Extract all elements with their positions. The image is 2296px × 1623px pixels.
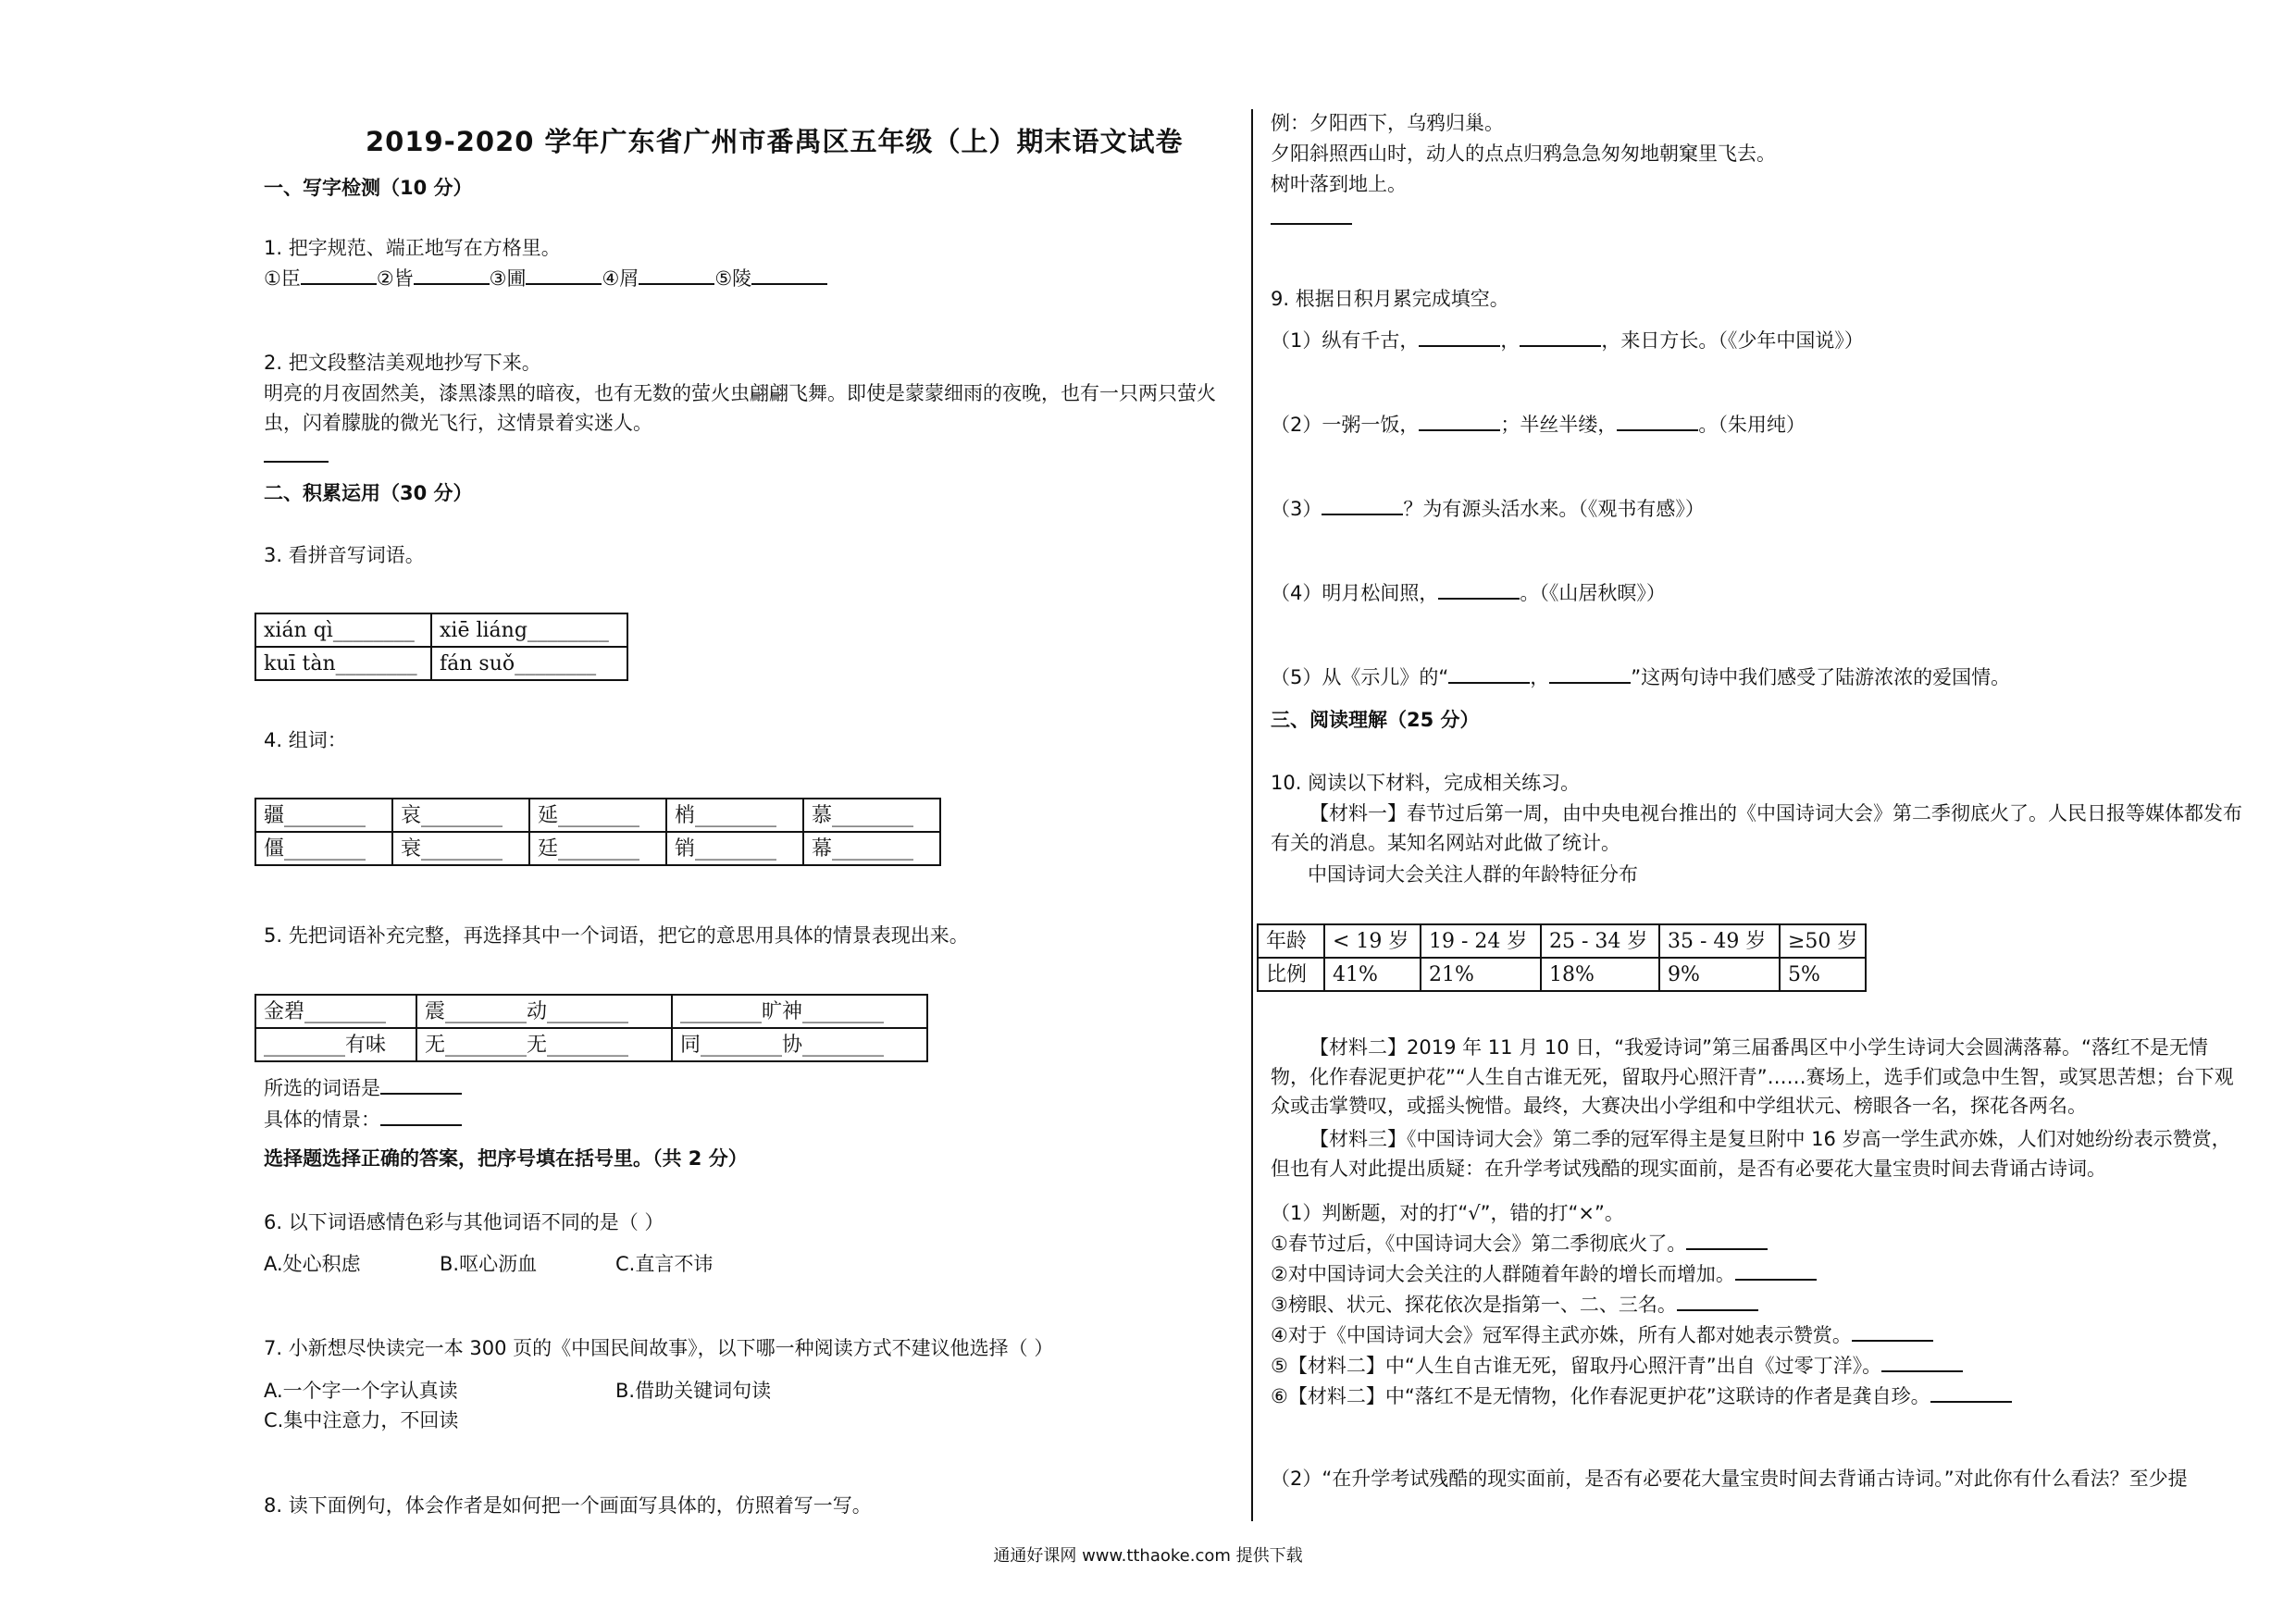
q6-option-a[interactable]: A.处心积虑 [264, 1253, 361, 1275]
q1-char-5: ⑤陵 [714, 267, 752, 290]
q9-blank[interactable] [1448, 665, 1530, 684]
q6-option-b[interactable]: B.呕心沥血 [440, 1253, 538, 1275]
q5-scene-label: 具体的情景： [264, 1109, 380, 1131]
q9-item-1: （1）纵有千古， ， ，来日方长。（《少年中国说》） [1271, 329, 1864, 352]
q5-cell[interactable]: 震________动________ [416, 995, 672, 1028]
q1-char-3: ③圃 [489, 267, 527, 290]
q9-blank[interactable] [1549, 665, 1631, 684]
material-3: 【材料三】《中国诗词大会》第二季的冠军得主是复旦附中 16 岁高一学生武亦姝，人们对她纷纷表示赞赏，但也有人对此提出质疑：在升学考试残酷的现实面前，是否有必要花大量宝贵时间去背诵古诗词。 [1271, 1128, 2231, 1180]
q9-blank[interactable] [1438, 581, 1520, 600]
q4-word-table [254, 798, 941, 866]
q8-stem: 8. 读下面例句，体会作者是如何把一个画面写具体的，仿照着写一写。 [264, 1494, 872, 1517]
q4-cell[interactable]: 慕________ [803, 799, 940, 832]
table-cell: 41% [1324, 958, 1421, 991]
right-column [1266, 0, 2261, 1623]
q4-cell[interactable]: 疆________ [255, 799, 392, 832]
q1-blank-3[interactable] [526, 266, 602, 285]
q1-blank-1[interactable] [301, 266, 377, 285]
q3-cell[interactable]: fán suǒ________ [431, 647, 627, 680]
q9-item-5: （5）从《示儿》的“ ， ”这两句诗中我们感受了陆游浓浓的爱国情。 [1271, 666, 2011, 688]
judge-item-2: ②对中国诗词大会关注的人群随着年龄的增长而增加。 [1271, 1260, 1817, 1290]
judge-blank[interactable] [1686, 1232, 1768, 1250]
judge-blank[interactable] [1735, 1262, 1817, 1281]
table-cell: 比例 [1258, 958, 1324, 991]
q7-option-b[interactable]: B.借助关键词句读 [615, 1380, 772, 1402]
q9-item-3: （3） ？为有源头活水来。（《观书有感》） [1271, 498, 1705, 520]
q5-cell[interactable]: ________旷神________ [672, 995, 927, 1028]
q5-word-table [254, 994, 928, 1062]
q5-cell[interactable]: ________有味 [255, 1028, 416, 1061]
q9-blank[interactable] [1617, 413, 1698, 431]
q9-blank[interactable] [1419, 328, 1500, 347]
judge-item-3: ③榜眼、状元、探花依次是指第一、二、三名。 [1271, 1291, 1758, 1320]
q5-scene-blank[interactable] [380, 1108, 462, 1126]
q4-cell[interactable]: 衰________ [392, 832, 529, 865]
q9-item-2: （2）一粥一饭， ；半丝半缕， 。（朱用纯） [1271, 414, 1806, 436]
section-1-heading: 一、写字检测（10 分） [264, 177, 473, 199]
q5-scene [264, 1106, 462, 1135]
q1-blank-5[interactable] [751, 266, 827, 285]
q5-chosen-blank[interactable] [380, 1076, 462, 1095]
material-2: 【材料二】2019 年 11 月 10 日，“我爱诗词”第三届番禺区中小学生诗词大会圆满落幕。“落红不是无情物，化作春泥更护花”“人生自古谁无死，留取丹心照汗青”……赛场上，选手们或急中生智，或冥思苦想；台下观众或击掌赞叹，或摇头惋惜。最终，大赛决出小学组和中学组状元、榜眼各一名，探花各两名。 [1271, 1036, 2234, 1117]
q5-cell[interactable]: 同________协________ [672, 1028, 927, 1061]
column-divider [1251, 109, 1253, 1521]
q2-stem: 2. 把文段整洁美观地抄写下来。 [264, 352, 541, 374]
q5-chosen-word [264, 1074, 462, 1104]
judge-item-6: ⑥【材料二】中“落红不是无情物，化作春泥更护花”这联诗的作者是龚自珍。 [1271, 1382, 2012, 1412]
imitation-task: 树叶落到地上。 [1271, 173, 1407, 195]
q2-passage: 明亮的月夜固然美，漆黑漆黑的暗夜，也有无数的萤火虫翩翩飞舞。即使是蒙蒙细雨的夜晚，也有一只两只萤火虫，闪着朦胧的微光飞行，这情景着实迷人。 [264, 382, 1216, 434]
q7-option-c[interactable]: C.集中注意力，不回读 [264, 1409, 459, 1431]
q3-pinyin-table [254, 613, 628, 681]
q5-cell[interactable]: 金碧________ [255, 995, 416, 1028]
judge-blank[interactable] [1881, 1354, 1963, 1372]
q4-cell[interactable]: 幕________ [803, 832, 940, 865]
page-footer: 通通好课网 www.tthaoke.com 提供下载 [993, 1546, 1303, 1566]
judge-blank[interactable] [1930, 1384, 2012, 1403]
table-cell: 5% [1780, 958, 1866, 991]
q4-cell[interactable]: 廷________ [529, 832, 666, 865]
table-header-cell: ≥50 岁 [1780, 924, 1866, 958]
q7-option-a[interactable]: A.一个字一个字认真读 [264, 1380, 458, 1402]
q7-stem: 7. 小新想尽快读完一本 300 页的《中国民间故事》，以下哪一种阅读方式不建议他选择（ ） [264, 1337, 1054, 1359]
q9-stem: 9. 根据日积月累完成填空。 [1271, 288, 1509, 310]
material-1-caption: 中国诗词大会关注人群的年龄特征分布 [1308, 863, 1638, 886]
q3-stem: 3. 看拼音写词语。 [264, 544, 425, 566]
choice-section-header: 选择题选择正确的答案，把序号填在括号里。（共 2 分） [264, 1147, 748, 1170]
table-cell: 18% [1541, 958, 1659, 991]
q4-cell[interactable]: 延________ [529, 799, 666, 832]
table-header-cell: 年龄 [1258, 924, 1324, 958]
q1-char-1: ①臣 [264, 267, 301, 290]
q5-stem: 5. 先把词语补充完整，再选择其中一个词语，把它的意思用具体的情景表现出来。 [264, 924, 969, 947]
table-header-cell: 19 - 24 岁 [1421, 924, 1541, 958]
q9-blank[interactable] [1520, 328, 1601, 347]
table-cell: 21% [1421, 958, 1541, 991]
q10-part-2: （2）“在升学考试残酷的现实面前，是否有必要花大量宝贵时间去背诵古诗词。”对此你有什么看法？至少提 [1271, 1468, 2188, 1490]
section-2-heading: 二、积累运用（30 分） [264, 482, 473, 504]
table-cell: 9% [1659, 958, 1780, 991]
q1-stem: 1. 把字规范、端正地写在方格里。 [264, 237, 561, 259]
q4-stem: 4. 组词： [264, 729, 347, 751]
q5-cell[interactable]: 无________无________ [416, 1028, 672, 1061]
q3-cell[interactable]: xiē liáng________ [431, 613, 627, 647]
q6-option-c[interactable]: C.直言不讳 [615, 1253, 714, 1275]
q4-cell[interactable]: 哀________ [392, 799, 529, 832]
judge-item-1: ①春节过后，《中国诗词大会》第二季彻底火了。 [1271, 1230, 1768, 1259]
q6-stem: 6. 以下词语感情色彩与其他词语不同的是（ ） [264, 1211, 664, 1233]
q5-chosen-label: 所选的词语是 [264, 1077, 380, 1099]
material-1: 【材料一】春节过后第一周，由中央电视台推出的《中国诗词大会》第二季彻底火了。人民日报等媒体都发布有关的消息。某知名网站对此做了统计。 [1271, 802, 2242, 854]
judge-blank[interactable] [1852, 1323, 1933, 1342]
q1-blank-2[interactable] [414, 266, 490, 285]
example-text: 夕阳斜照西山时，动人的点点归鸦急急匆匆地朝窠里飞去。 [1271, 142, 1776, 165]
q3-cell[interactable]: xián qì________ [255, 613, 431, 647]
judge-stem: （1）判断题，对的打“√”，错的打“×”。 [1271, 1202, 1624, 1224]
q1-char-4: ④屑 [602, 267, 639, 290]
exam-title: 2019-2020 学年广东省广州市番禺区五年级（上）期末语文试卷 [366, 126, 1184, 157]
section-3-heading: 三、阅读理解（25 分） [1271, 709, 1480, 731]
judge-item-5: ⑤【材料二】中“人生自古谁无死，留取丹心照汗青”出自《过零丁洋》。 [1271, 1352, 1963, 1381]
q9-blank[interactable] [1419, 413, 1500, 431]
q1-chars [264, 265, 827, 294]
q1-blank-4[interactable] [639, 266, 714, 285]
judge-item-4: ④对于《中国诗词大会》冠军得主武亦姝，所有人都对她表示赞赏。 [1271, 1321, 1933, 1351]
q3-cell[interactable]: kuī tàn________ [255, 647, 431, 680]
q1-char-2: ②皆 [376, 267, 414, 290]
q4-cell[interactable]: 僵________ [255, 832, 392, 865]
left-column [264, 0, 1235, 1623]
q4-cell[interactable]: 梢________ [666, 799, 803, 832]
q9-blank[interactable] [1322, 497, 1403, 515]
example-label: 例：夕阳西下，乌鸦归巢。 [1271, 112, 1504, 134]
q10-stem: 10. 阅读以下材料，完成相关练习。 [1271, 772, 1581, 794]
table-header-cell: < 19 岁 [1324, 924, 1421, 958]
judge-blank[interactable] [1677, 1293, 1758, 1311]
age-distribution-table [1257, 923, 1867, 992]
table-header-cell: 25 - 34 岁 [1541, 924, 1659, 958]
q2-answer-line[interactable] [264, 461, 329, 463]
q4-cell[interactable]: 销________ [666, 832, 803, 865]
q8-answer-line[interactable] [1271, 223, 1352, 225]
q9-item-4: （4）明月松间照， 。（《山居秋暝》） [1271, 582, 1666, 604]
table-header-cell: 35 - 49 岁 [1659, 924, 1780, 958]
